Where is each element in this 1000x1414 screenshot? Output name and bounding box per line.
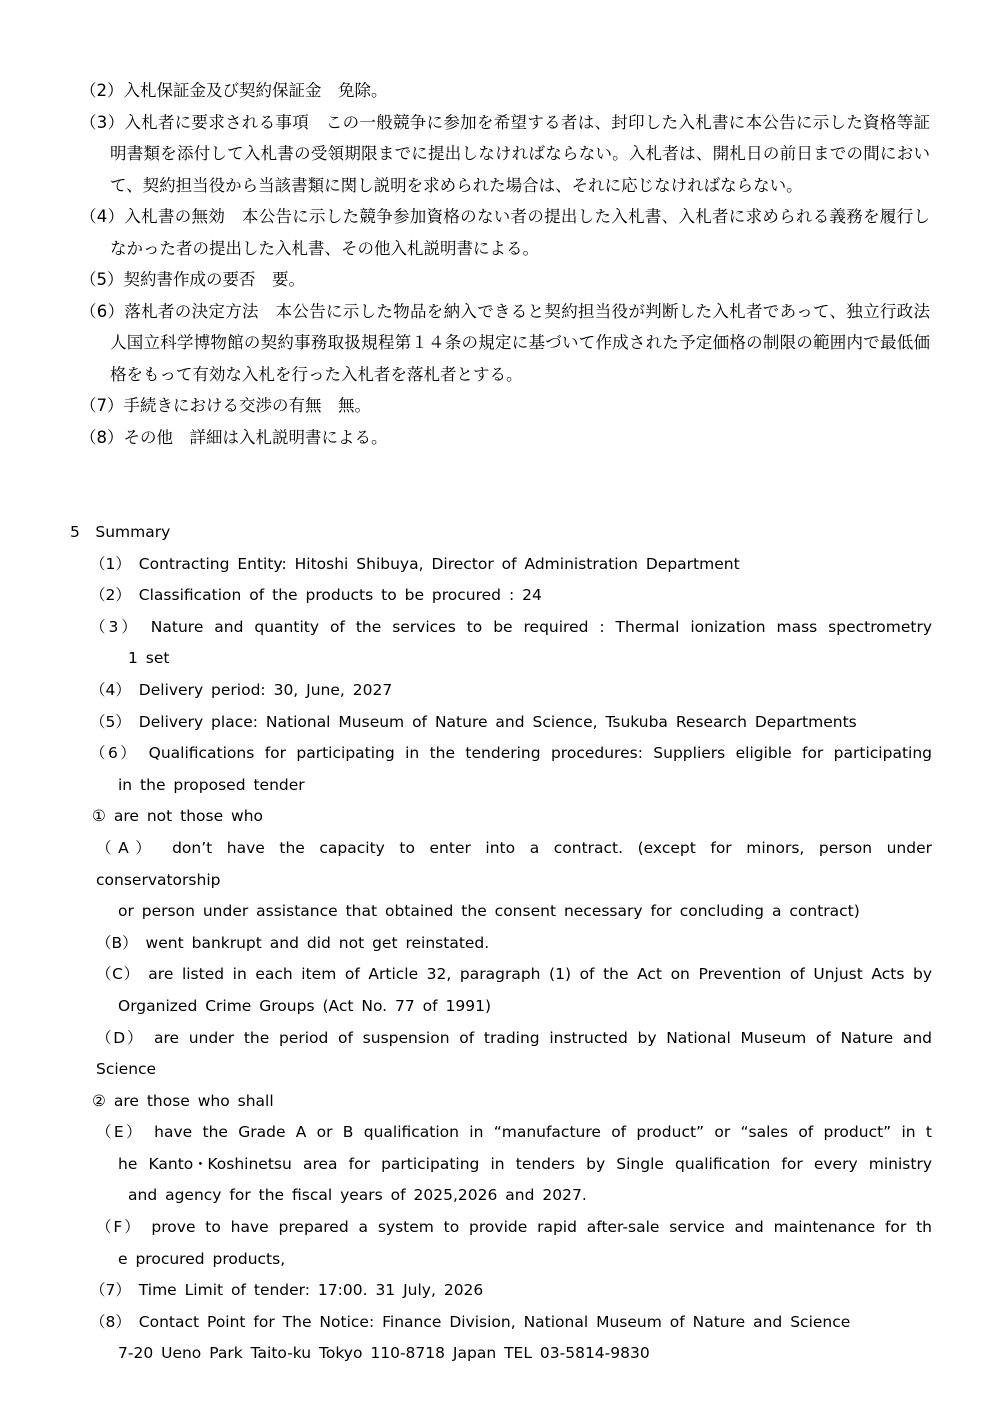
- jp-item-7: （7）手続きにおける交渉の有無 無。: [80, 396, 371, 415]
- jp-item-2: （2）入札保証金及び契約保証金 免除。: [80, 81, 388, 100]
- summary-line: （F） prove to have prepared a system to provide rapid after-sale service and maintenance for th: [96, 1218, 932, 1237]
- summary-heading: 5 Summary: [70, 523, 171, 541]
- summary-line: （5） Delivery place: National Museum of Nature and Science, Tsukuba Research Departments: [90, 712, 857, 731]
- jp-item-3: （3）入札者に要求される事項 この一般競争に参加を希望する者は、封印した入札書に本公告に示した資格等証明書類を添付して入札書の受領期限までに提出しなければならない。入札者は、開札日の前日までの間において、契約担当役から当該書類に関し説明を求められた場合は、それに応じなければならない。: [80, 112, 931, 195]
- summary-line: （3） Nature and quantity of the services to be required : Thermal ionization mass spectrometry: [90, 617, 932, 636]
- summary-line: and agency for the fiscal years of 2025,2026 and 2027.: [128, 1186, 587, 1205]
- summary-line: 1 set: [128, 649, 170, 668]
- english-summary: [70, 517, 932, 1370]
- summary-line: ② are those who shall: [92, 1091, 274, 1110]
- jp-item-4: （4）入札書の無効 本公告に示した競争参加資格のない者の提出した入札書、入札者に求められる義務を履行しなかった者の提出した入札書、その他入札説明書による。: [80, 207, 930, 258]
- summary-line: he Kanto･Koshinetsu area for participating in tenders by Single qualification for every ministry: [118, 1154, 932, 1173]
- summary-line: e procured products,: [118, 1249, 286, 1268]
- summary-line: （B） went bankrupt and did not get reinstated.: [96, 933, 490, 952]
- summary-line: （D） are under the period of suspension of trading instructed by National Museum of Nature and Science: [96, 1028, 932, 1079]
- summary-line: ① are not those who: [92, 807, 264, 826]
- summary-line: （C） are listed in each item of Article 32, paragraph (1) of the Act on Prevention of Unjust Acts by: [96, 965, 932, 984]
- jp-item-6: （6）落札者の決定方法 本公告に示した物品を納入できると契約担当役が判断した入札者であって、独立行政法人国立科学博物館の契約事務取扱規程第１４条の規定に基づいて作成された予定価格の制限の範囲内で最低価格をもって有効な入札を行った入札者を落札者とする。: [80, 301, 930, 384]
- summary-line: in the proposed tender: [118, 775, 305, 794]
- summary-line: or person under assistance that obtained the consent necessary for concluding a contract): [118, 902, 860, 921]
- summary-line: Organized Crime Groups (Act No. 77 of 1991): [118, 996, 492, 1015]
- summary-line: （A） don’t have the capacity to enter into a contract. (except for minors, person under conservatorship: [96, 838, 932, 889]
- summary-line: （4） Delivery period: 30, June, 2027: [90, 680, 393, 699]
- summary-line: （8） Contact Point for The Notice: Finance Division, National Museum of Nature and Science: [90, 1312, 851, 1331]
- summary-line: （7） Time Limit of tender: 17:00. 31 July, 2026: [90, 1281, 484, 1300]
- summary-line: （6） Qualifications for participating in the tendering procedures: Suppliers eligible for participating: [90, 744, 932, 763]
- summary-line: 7-20 Ueno Park Taito-ku Tokyo 110-8718 Japan TEL 03-5814-9830: [118, 1344, 650, 1363]
- jp-item-5: （5）契約書作成の要否 要。: [80, 270, 305, 289]
- jp-item-8: （8）その他 詳細は入札説明書による。: [80, 427, 388, 447]
- summary-line: （E） have the Grade A or B qualification in “manufacture of product” or “sales of product” in t: [96, 1123, 932, 1142]
- summary-line: （2） Classification of the products to be procured : 24: [90, 586, 542, 605]
- summary-line: （1） Contracting Entity: Hitoshi Shibuya, Director of Administration Department: [90, 554, 740, 573]
- japanese-section: [80, 75, 930, 453]
